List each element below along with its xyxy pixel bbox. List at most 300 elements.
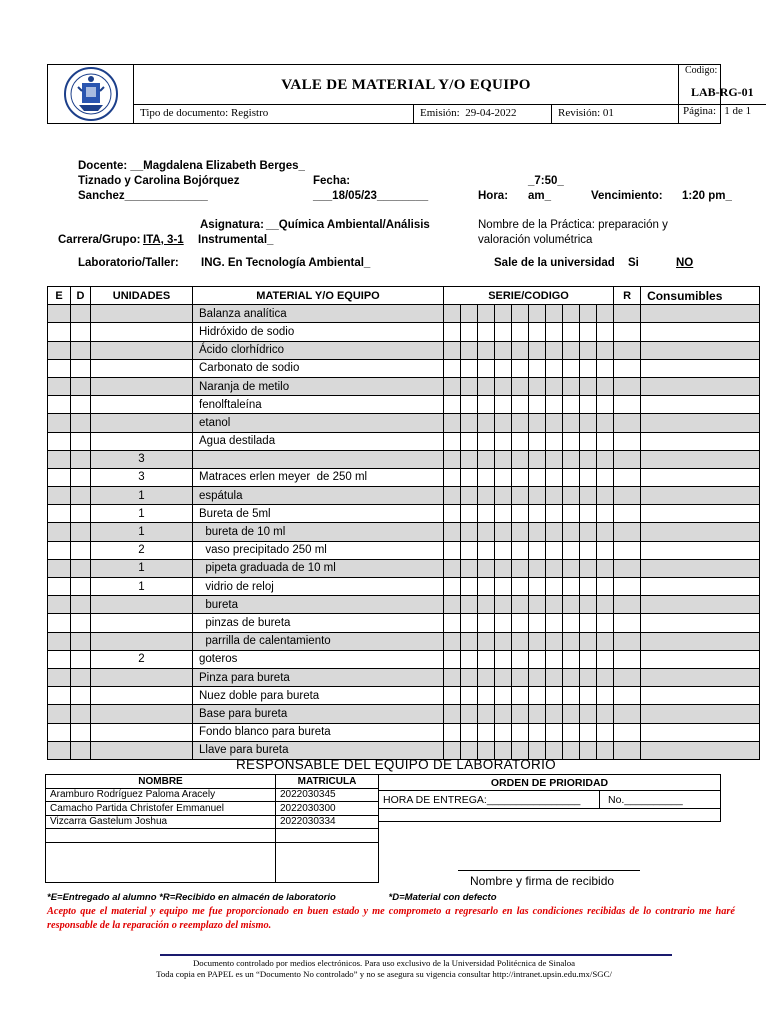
cell-d <box>71 632 91 650</box>
responsable-header-row <box>46 775 379 789</box>
cell-serie <box>495 305 512 323</box>
cell-serie <box>512 487 529 505</box>
col-header-nombre: NOMBRE <box>46 775 276 789</box>
cell-serie <box>478 396 495 414</box>
cell-serie <box>495 505 512 523</box>
cell-r <box>614 305 641 323</box>
cell-serie <box>563 687 580 705</box>
cell-serie <box>495 359 512 377</box>
cell-serie <box>597 705 614 723</box>
cell-serie <box>597 687 614 705</box>
cell-serie <box>563 505 580 523</box>
cell-unidades <box>91 396 193 414</box>
cell-serie <box>444 414 461 432</box>
document-title: VALE DE MATERIAL Y/O EQUIPO <box>281 77 531 93</box>
cell-serie <box>478 632 495 650</box>
docente-line3: Sanchez_____________ <box>78 190 208 202</box>
cell-serie <box>597 614 614 632</box>
responsable-title: RESPONSABLE DEL EQUIPO DE LABORATORIO <box>236 757 556 772</box>
cell-serie <box>597 414 614 432</box>
cell-consumibles <box>641 705 760 723</box>
cell-serie <box>461 668 478 686</box>
emision-date: Emisión: 29-04-2022 <box>420 107 517 119</box>
col-header-serie: SERIE/CODIGO <box>444 287 614 305</box>
practica-line2: valoración volumétrica <box>478 234 593 246</box>
cell-serie <box>563 359 580 377</box>
cell-unidades <box>91 341 193 359</box>
cell-serie <box>580 487 597 505</box>
cell-serie <box>461 377 478 395</box>
cell-material: etanol <box>193 414 444 432</box>
cell-serie <box>597 487 614 505</box>
code-cell <box>678 65 766 105</box>
table-row <box>46 802 379 816</box>
cell-serie <box>546 614 563 632</box>
cell-serie <box>529 505 546 523</box>
cell-r <box>614 359 641 377</box>
cell-serie <box>563 305 580 323</box>
document-header <box>47 64 754 124</box>
revision-number: Revisión: 01 <box>558 107 614 119</box>
cell-d <box>71 523 91 541</box>
cell-serie <box>529 341 546 359</box>
cell-e <box>48 305 71 323</box>
cell-serie <box>580 705 597 723</box>
cell-serie <box>580 578 597 596</box>
cell-serie <box>512 341 529 359</box>
cell-serie <box>563 523 580 541</box>
cell-r <box>614 323 641 341</box>
cell-unidades <box>91 614 193 632</box>
cell-serie <box>563 596 580 614</box>
cell-d <box>71 323 91 341</box>
table-row <box>48 341 760 359</box>
vencimiento-label: Vencimiento: <box>591 190 663 202</box>
cell-consumibles <box>641 414 760 432</box>
col-header-matricula: MATRICULA <box>276 775 379 789</box>
cell-consumibles <box>641 377 760 395</box>
cell-e <box>48 668 71 686</box>
cell-serie <box>478 705 495 723</box>
cell-serie <box>512 596 529 614</box>
cell-unidades: 1 <box>91 487 193 505</box>
col-header-material: MATERIAL Y/O EQUIPO <box>193 287 444 305</box>
cell-e <box>48 396 71 414</box>
hora-value: am_ <box>528 190 552 202</box>
table-row <box>48 596 760 614</box>
cell-consumibles <box>641 323 760 341</box>
cell-serie <box>563 432 580 450</box>
table-row <box>48 705 760 723</box>
no-value: NO <box>676 257 694 269</box>
cell-e <box>48 723 71 741</box>
person-matricula: 2022030334 <box>276 815 379 829</box>
cell-serie <box>495 414 512 432</box>
cell-serie <box>563 614 580 632</box>
table-row <box>46 829 379 843</box>
cell-serie <box>546 450 563 468</box>
cell-consumibles <box>641 523 760 541</box>
cell-d <box>71 396 91 414</box>
cell-e <box>48 687 71 705</box>
cell-serie <box>512 377 529 395</box>
orden-prioridad-title: ORDEN DE PRIORIDAD <box>378 775 721 791</box>
cell-r <box>614 705 641 723</box>
university-seal-icon <box>58 65 124 123</box>
cell-serie <box>529 396 546 414</box>
signature-line <box>458 870 640 871</box>
table-row <box>46 842 379 882</box>
cell-serie <box>444 650 461 668</box>
cell-serie <box>478 432 495 450</box>
cell-serie <box>546 305 563 323</box>
cell-serie <box>461 632 478 650</box>
page-number: Página: 1 de 1 <box>683 105 752 117</box>
cell-serie <box>563 377 580 395</box>
table-row <box>48 377 760 395</box>
docente-line1: Docente: __Magdalena Elizabeth Berges_ <box>78 160 305 172</box>
cell-serie <box>563 487 580 505</box>
cell-serie <box>597 632 614 650</box>
cell-serie <box>512 414 529 432</box>
cell-serie <box>478 505 495 523</box>
cell-d <box>71 414 91 432</box>
cell-e <box>48 523 71 541</box>
cell-serie <box>597 578 614 596</box>
cell-unidades <box>91 632 193 650</box>
cell-serie <box>529 305 546 323</box>
cell-serie <box>512 359 529 377</box>
docente-line2: Tiznado y Carolina Bojórquez <box>78 175 240 187</box>
cell-material: espátula <box>193 487 444 505</box>
cell-serie <box>512 523 529 541</box>
cell-serie <box>495 687 512 705</box>
practica-line1: Nombre de la Práctica: preparación y <box>478 219 668 231</box>
cell-serie <box>461 650 478 668</box>
cell-unidades <box>91 668 193 686</box>
cell-d <box>71 377 91 395</box>
cell-serie <box>546 414 563 432</box>
tipo-cell <box>134 105 414 123</box>
cell-consumibles <box>641 468 760 486</box>
cell-serie <box>580 668 597 686</box>
cell-d <box>71 450 91 468</box>
cell-serie <box>546 632 563 650</box>
table-row <box>48 668 760 686</box>
cell-d <box>71 468 91 486</box>
cell-serie <box>478 305 495 323</box>
cell-serie <box>563 341 580 359</box>
cell-unidades <box>91 305 193 323</box>
cell-serie <box>461 596 478 614</box>
cell-serie <box>478 323 495 341</box>
cell-d <box>71 505 91 523</box>
cell-serie <box>529 468 546 486</box>
asignatura-value2: Instrumental_ <box>198 234 274 246</box>
emision-cell <box>414 105 552 123</box>
cell-serie <box>495 668 512 686</box>
cell-serie <box>580 523 597 541</box>
cell-serie <box>563 396 580 414</box>
cell-serie <box>512 432 529 450</box>
person-nombre: Aramburo Rodríguez Paloma Aracely <box>46 788 276 802</box>
cell-serie <box>546 432 563 450</box>
cell-serie <box>512 632 529 650</box>
laboratorio-value: ING. En Tecnología Ambiental_ <box>201 257 371 269</box>
person-nombre: Camacho Partida Christofer Emmanuel <box>46 802 276 816</box>
cell-r <box>614 377 641 395</box>
cell-serie <box>478 687 495 705</box>
cell-r <box>614 450 641 468</box>
cell-serie <box>580 723 597 741</box>
cell-serie <box>444 377 461 395</box>
cell-serie <box>580 359 597 377</box>
cell-serie <box>478 614 495 632</box>
cell-e <box>48 614 71 632</box>
cell-serie <box>546 668 563 686</box>
cell-serie <box>597 596 614 614</box>
cell-serie <box>546 687 563 705</box>
table-row <box>48 650 760 668</box>
cell-consumibles <box>641 341 760 359</box>
cell-serie <box>512 668 529 686</box>
cell-serie <box>597 359 614 377</box>
col-header-r: R <box>614 287 641 305</box>
cell-serie <box>580 468 597 486</box>
cell-serie <box>580 432 597 450</box>
cell-serie <box>512 650 529 668</box>
cell-e <box>48 341 71 359</box>
laboratorio-label: Laboratorio/Taller: <box>78 257 179 269</box>
cell-serie <box>495 396 512 414</box>
fecha-value: ___18/05/23________ <box>313 190 429 202</box>
cell-serie <box>546 578 563 596</box>
cell-d <box>71 432 91 450</box>
cell-consumibles <box>641 687 760 705</box>
table-row <box>48 541 760 559</box>
cell-r <box>614 687 641 705</box>
cell-serie <box>563 559 580 577</box>
cell-serie <box>495 650 512 668</box>
cell-r <box>614 414 641 432</box>
cell-serie <box>461 359 478 377</box>
cell-material: Pinza para bureta <box>193 668 444 686</box>
cell-d <box>71 578 91 596</box>
cell-serie <box>444 632 461 650</box>
cell-d <box>71 559 91 577</box>
cell-r <box>614 723 641 741</box>
cell-serie <box>444 468 461 486</box>
col-header-e: E <box>48 287 71 305</box>
cell-serie <box>444 668 461 686</box>
cell-r <box>614 632 641 650</box>
cell-serie <box>563 632 580 650</box>
cell-serie <box>597 723 614 741</box>
cell-serie <box>444 687 461 705</box>
cell-serie <box>529 377 546 395</box>
cell-r <box>614 741 641 759</box>
cell-serie <box>546 341 563 359</box>
table-row <box>48 396 760 414</box>
hora-label: Hora: <box>478 190 509 202</box>
cell-serie <box>444 450 461 468</box>
cell-serie <box>597 305 614 323</box>
cell-serie <box>444 596 461 614</box>
cell-serie <box>546 377 563 395</box>
cell-e <box>48 705 71 723</box>
cell-serie <box>495 596 512 614</box>
cell-serie <box>580 541 597 559</box>
cell-serie <box>495 705 512 723</box>
cell-r <box>614 614 641 632</box>
cell-serie <box>495 377 512 395</box>
cell-serie <box>529 578 546 596</box>
cell-d <box>71 705 91 723</box>
cell-serie <box>597 741 614 759</box>
carrera-value: ITA, 3-1 <box>143 234 184 246</box>
cell-unidades <box>91 323 193 341</box>
table-row <box>48 487 760 505</box>
cell-serie <box>580 650 597 668</box>
cell-serie <box>461 414 478 432</box>
cell-serie <box>580 377 597 395</box>
cell-material: Bureta de 5ml <box>193 505 444 523</box>
table-row <box>48 468 760 486</box>
cell-serie <box>580 687 597 705</box>
cell-e <box>48 414 71 432</box>
cell-consumibles <box>641 432 760 450</box>
cell-serie <box>495 487 512 505</box>
cell-serie <box>546 487 563 505</box>
footer-line2: Toda copia en PAPEL es un “Documento No controlado” y no se asegura su vigencia consultar http://intranet.upsin.edu.mx/SGC/ <box>156 969 612 979</box>
hora-entrega-field: HORA DE ENTREGA:________________ <box>378 791 600 809</box>
responsable-table <box>45 774 379 883</box>
cell-r <box>614 650 641 668</box>
hora-value-top: _7:50_ <box>528 175 564 187</box>
cell-serie <box>597 396 614 414</box>
cell-consumibles <box>641 559 760 577</box>
no-field: No.__________ <box>600 791 721 809</box>
table-row <box>48 323 760 341</box>
cell-serie <box>495 323 512 341</box>
cell-serie <box>563 468 580 486</box>
cell-serie <box>546 505 563 523</box>
cell-serie <box>461 487 478 505</box>
cell-r <box>614 668 641 686</box>
cell-d <box>71 668 91 686</box>
cell-r <box>614 578 641 596</box>
cell-serie <box>444 723 461 741</box>
cell-serie <box>512 505 529 523</box>
cell-serie <box>580 396 597 414</box>
cell-serie <box>461 614 478 632</box>
col-header-d: D <box>71 287 91 305</box>
cell-serie <box>546 359 563 377</box>
cell-serie <box>478 523 495 541</box>
cell-serie <box>512 468 529 486</box>
cell-serie <box>597 468 614 486</box>
cell-serie <box>512 450 529 468</box>
cell-e <box>48 450 71 468</box>
cell-serie <box>478 541 495 559</box>
cell-e <box>48 323 71 341</box>
cell-serie <box>461 468 478 486</box>
cell-serie <box>512 687 529 705</box>
cell-consumibles <box>641 578 760 596</box>
codigo-label: Codigo: <box>685 65 718 76</box>
person-matricula: 2022030345 <box>276 788 379 802</box>
cell-serie <box>444 359 461 377</box>
cell-e <box>48 487 71 505</box>
cell-e <box>48 377 71 395</box>
cell-serie <box>444 505 461 523</box>
cell-serie <box>563 323 580 341</box>
cell-r <box>614 396 641 414</box>
cell-serie <box>512 541 529 559</box>
cell-serie <box>529 668 546 686</box>
cell-serie <box>478 668 495 686</box>
cell-unidades: 1 <box>91 505 193 523</box>
table-row <box>48 578 760 596</box>
cell-d <box>71 723 91 741</box>
cell-d <box>71 541 91 559</box>
cell-serie <box>495 632 512 650</box>
cell-serie <box>580 323 597 341</box>
cell-d <box>71 359 91 377</box>
vencimiento-value: 1:20 pm_ <box>682 190 732 202</box>
cell-serie <box>529 614 546 632</box>
table-row <box>46 788 379 802</box>
cell-e <box>48 741 71 759</box>
cell-material: Carbonato de sodio <box>193 359 444 377</box>
cell-serie <box>461 705 478 723</box>
cell-consumibles <box>641 650 760 668</box>
cell-serie <box>495 450 512 468</box>
cell-serie <box>529 432 546 450</box>
pagina-cell <box>678 105 766 123</box>
cell-material: Llave para bureta <box>193 741 444 759</box>
cell-material: Base para bureta <box>193 705 444 723</box>
asignatura-value1: __Química Ambiental/Análisis <box>266 219 430 231</box>
cell-unidades: 1 <box>91 578 193 596</box>
cell-serie <box>529 523 546 541</box>
cell-serie <box>461 687 478 705</box>
cell-unidades <box>91 432 193 450</box>
cell-serie <box>461 396 478 414</box>
cell-serie <box>563 668 580 686</box>
cell-material: fenolftaleína <box>193 396 444 414</box>
cell-serie <box>478 596 495 614</box>
cell-serie <box>444 705 461 723</box>
cell-serie <box>495 341 512 359</box>
cell-serie <box>512 723 529 741</box>
cell-material: bureta de 10 ml <box>193 523 444 541</box>
cell-serie <box>580 505 597 523</box>
cell-serie <box>461 541 478 559</box>
cell-serie <box>597 377 614 395</box>
cell-e <box>48 578 71 596</box>
material-table-body <box>48 305 760 760</box>
col-header-unidades: UNIDADES <box>91 287 193 305</box>
cell-serie <box>563 705 580 723</box>
cell-material: Hidróxido de sodio <box>193 323 444 341</box>
cell-serie <box>478 359 495 377</box>
cell-serie <box>546 723 563 741</box>
cell-consumibles <box>641 723 760 741</box>
cell-serie <box>478 450 495 468</box>
cell-consumibles <box>641 505 760 523</box>
cell-serie <box>580 305 597 323</box>
